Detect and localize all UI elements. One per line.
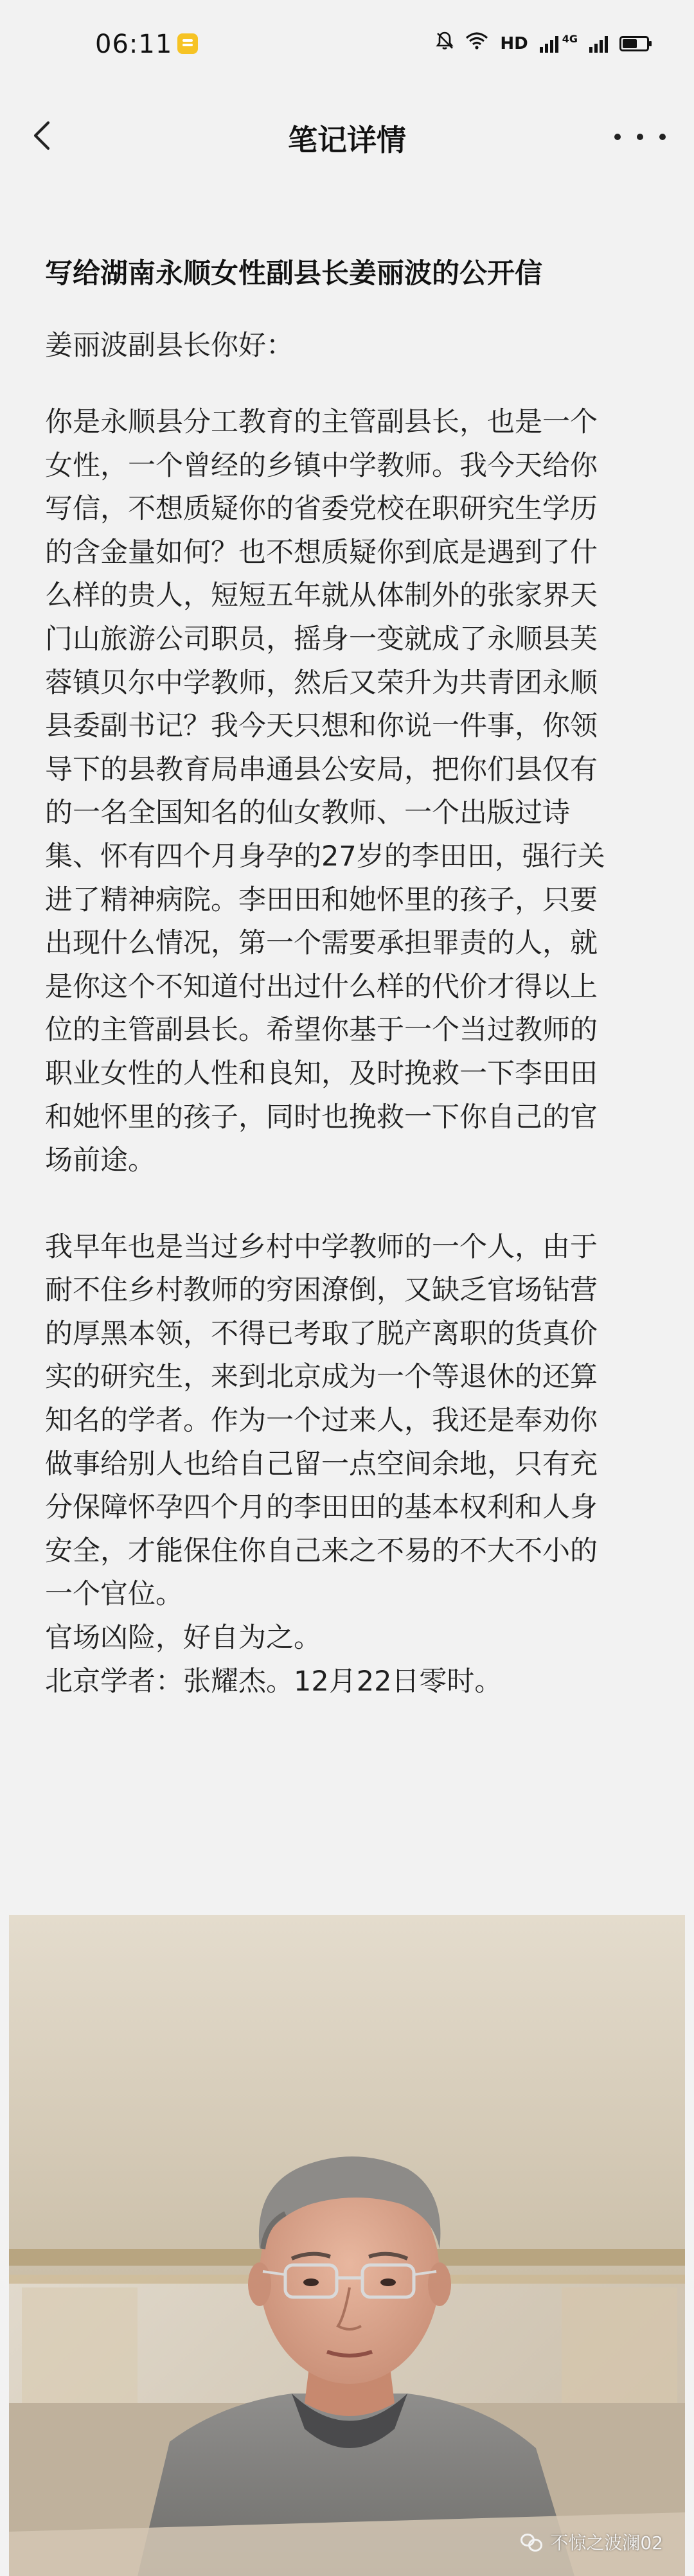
more-horizontal-icon [614, 134, 621, 140]
text-line: 出现什么情况，第一个需要承担罪责的人，就 [45, 927, 598, 960]
signal-bars-icon [540, 35, 558, 53]
cell-type-label: 4G [562, 33, 578, 45]
note-signature: 北京学者：张耀杰。12月22日零时。 [45, 1665, 503, 1698]
wifi-icon [465, 31, 488, 57]
text-line: 知名的学者。作为一个过来人，我还是奉劝你 [45, 1405, 598, 1437]
portrait-image [9, 1915, 685, 2576]
text-line: 分保障怀孕四个月的李田田的基本权利和人身 [45, 1491, 598, 1524]
text-line: 做事给别人也给自己留一点空间余地，只有充 [45, 1448, 598, 1480]
text-line: 耐不住乡村教师的穷困潦倒，又缺乏官场钻营 [45, 1274, 598, 1307]
text-line: 的一名全国知名的仙女教师、一个出版过诗 [45, 797, 570, 830]
text-line: 的含金量如何？也不想质疑你到底是遇到了什 [45, 536, 598, 569]
text-line: 么样的贵人，短短五年就从体制外的张家界天 [45, 580, 598, 612]
text-line: 导下的县教育局串通县公安局，把你们县仅有 [45, 753, 598, 786]
signal-bars-icon-2 [589, 35, 608, 53]
text-line: 写信，不想质疑你的省委党校在职研究生学历 [45, 493, 598, 526]
text-line: 和她怀里的孩子，同时也挽救一下你自己的官 [45, 1101, 598, 1133]
note-body [45, 254, 662, 1703]
status-time: 06:11 [95, 30, 173, 59]
watermark [520, 2529, 663, 2555]
text-line: 一个官位。 [45, 1578, 183, 1611]
text-line: 实的研究生，来到北京成为一个等退休的还算 [45, 1361, 598, 1394]
nav-bar [0, 90, 694, 186]
battery-fill [623, 39, 637, 48]
text-line: 进了精神病院。李田田和她怀里的孩子，只要 [45, 884, 598, 916]
more-button[interactable] [614, 121, 666, 153]
text-line: 是你这个不知道付出过什么样的代价才得以上 [45, 970, 598, 1003]
note-paragraph-2 [45, 1226, 662, 1704]
text-line: 女性，一个曾经的乡镇中学教师。我今天给你 [45, 449, 598, 482]
text-line: 蓉镇贝尔中学教师，然后又荣升为共青团永顺 [45, 666, 598, 699]
note-salutation: 姜丽波副县长你好： [45, 330, 294, 362]
text-line: 你是永顺县分工教育的主管副县长，也是一个 [45, 406, 598, 438]
text-line: 集、怀有四个月身孕的27岁的李田田，强行关 [45, 840, 605, 873]
text-line: 安全，才能保住你自己来之不易的不大不小的 [45, 1534, 598, 1567]
more-dot [659, 134, 666, 140]
note-title: 写给湖南永顺女性副县长姜丽波的公开信 [45, 258, 542, 290]
text-line: 的厚黑本领，不得已考取了脱产离职的货真价 [45, 1317, 598, 1350]
text-line: 场前途。 [45, 1144, 156, 1177]
text-line: 县委副书记？我今天只想和你说一件事，你领 [45, 710, 598, 743]
author-photo [9, 1915, 685, 2576]
status-bar [0, 0, 694, 90]
status-icons [436, 31, 649, 57]
network-hd-label: HD [500, 34, 528, 53]
text-line: 门山旅游公司职员，摇身一变就成了永顺县芙 [45, 623, 598, 655]
bell-off-icon [436, 31, 454, 57]
text-line: 我早年也是当过乡村中学教师的一个人，由于 [45, 1230, 598, 1263]
text-line: 职业女性的人性和良知，及时挽救一下李田田 [45, 1057, 598, 1090]
notes-app-icon [177, 33, 198, 54]
text-line: 位的主管副县长。希望你基于一个当过教师的 [45, 1014, 598, 1047]
watermark-text: 不惊之波澜02 [550, 2532, 663, 2554]
more-dot [637, 134, 643, 140]
note-closing: 官场凶险，好自为之。 [45, 1622, 321, 1655]
battery-icon [619, 36, 649, 51]
wechat-channel-icon [520, 2532, 544, 2552]
page-title: 笔记详情 [288, 123, 406, 157]
note-paragraph-1 [45, 401, 662, 1183]
